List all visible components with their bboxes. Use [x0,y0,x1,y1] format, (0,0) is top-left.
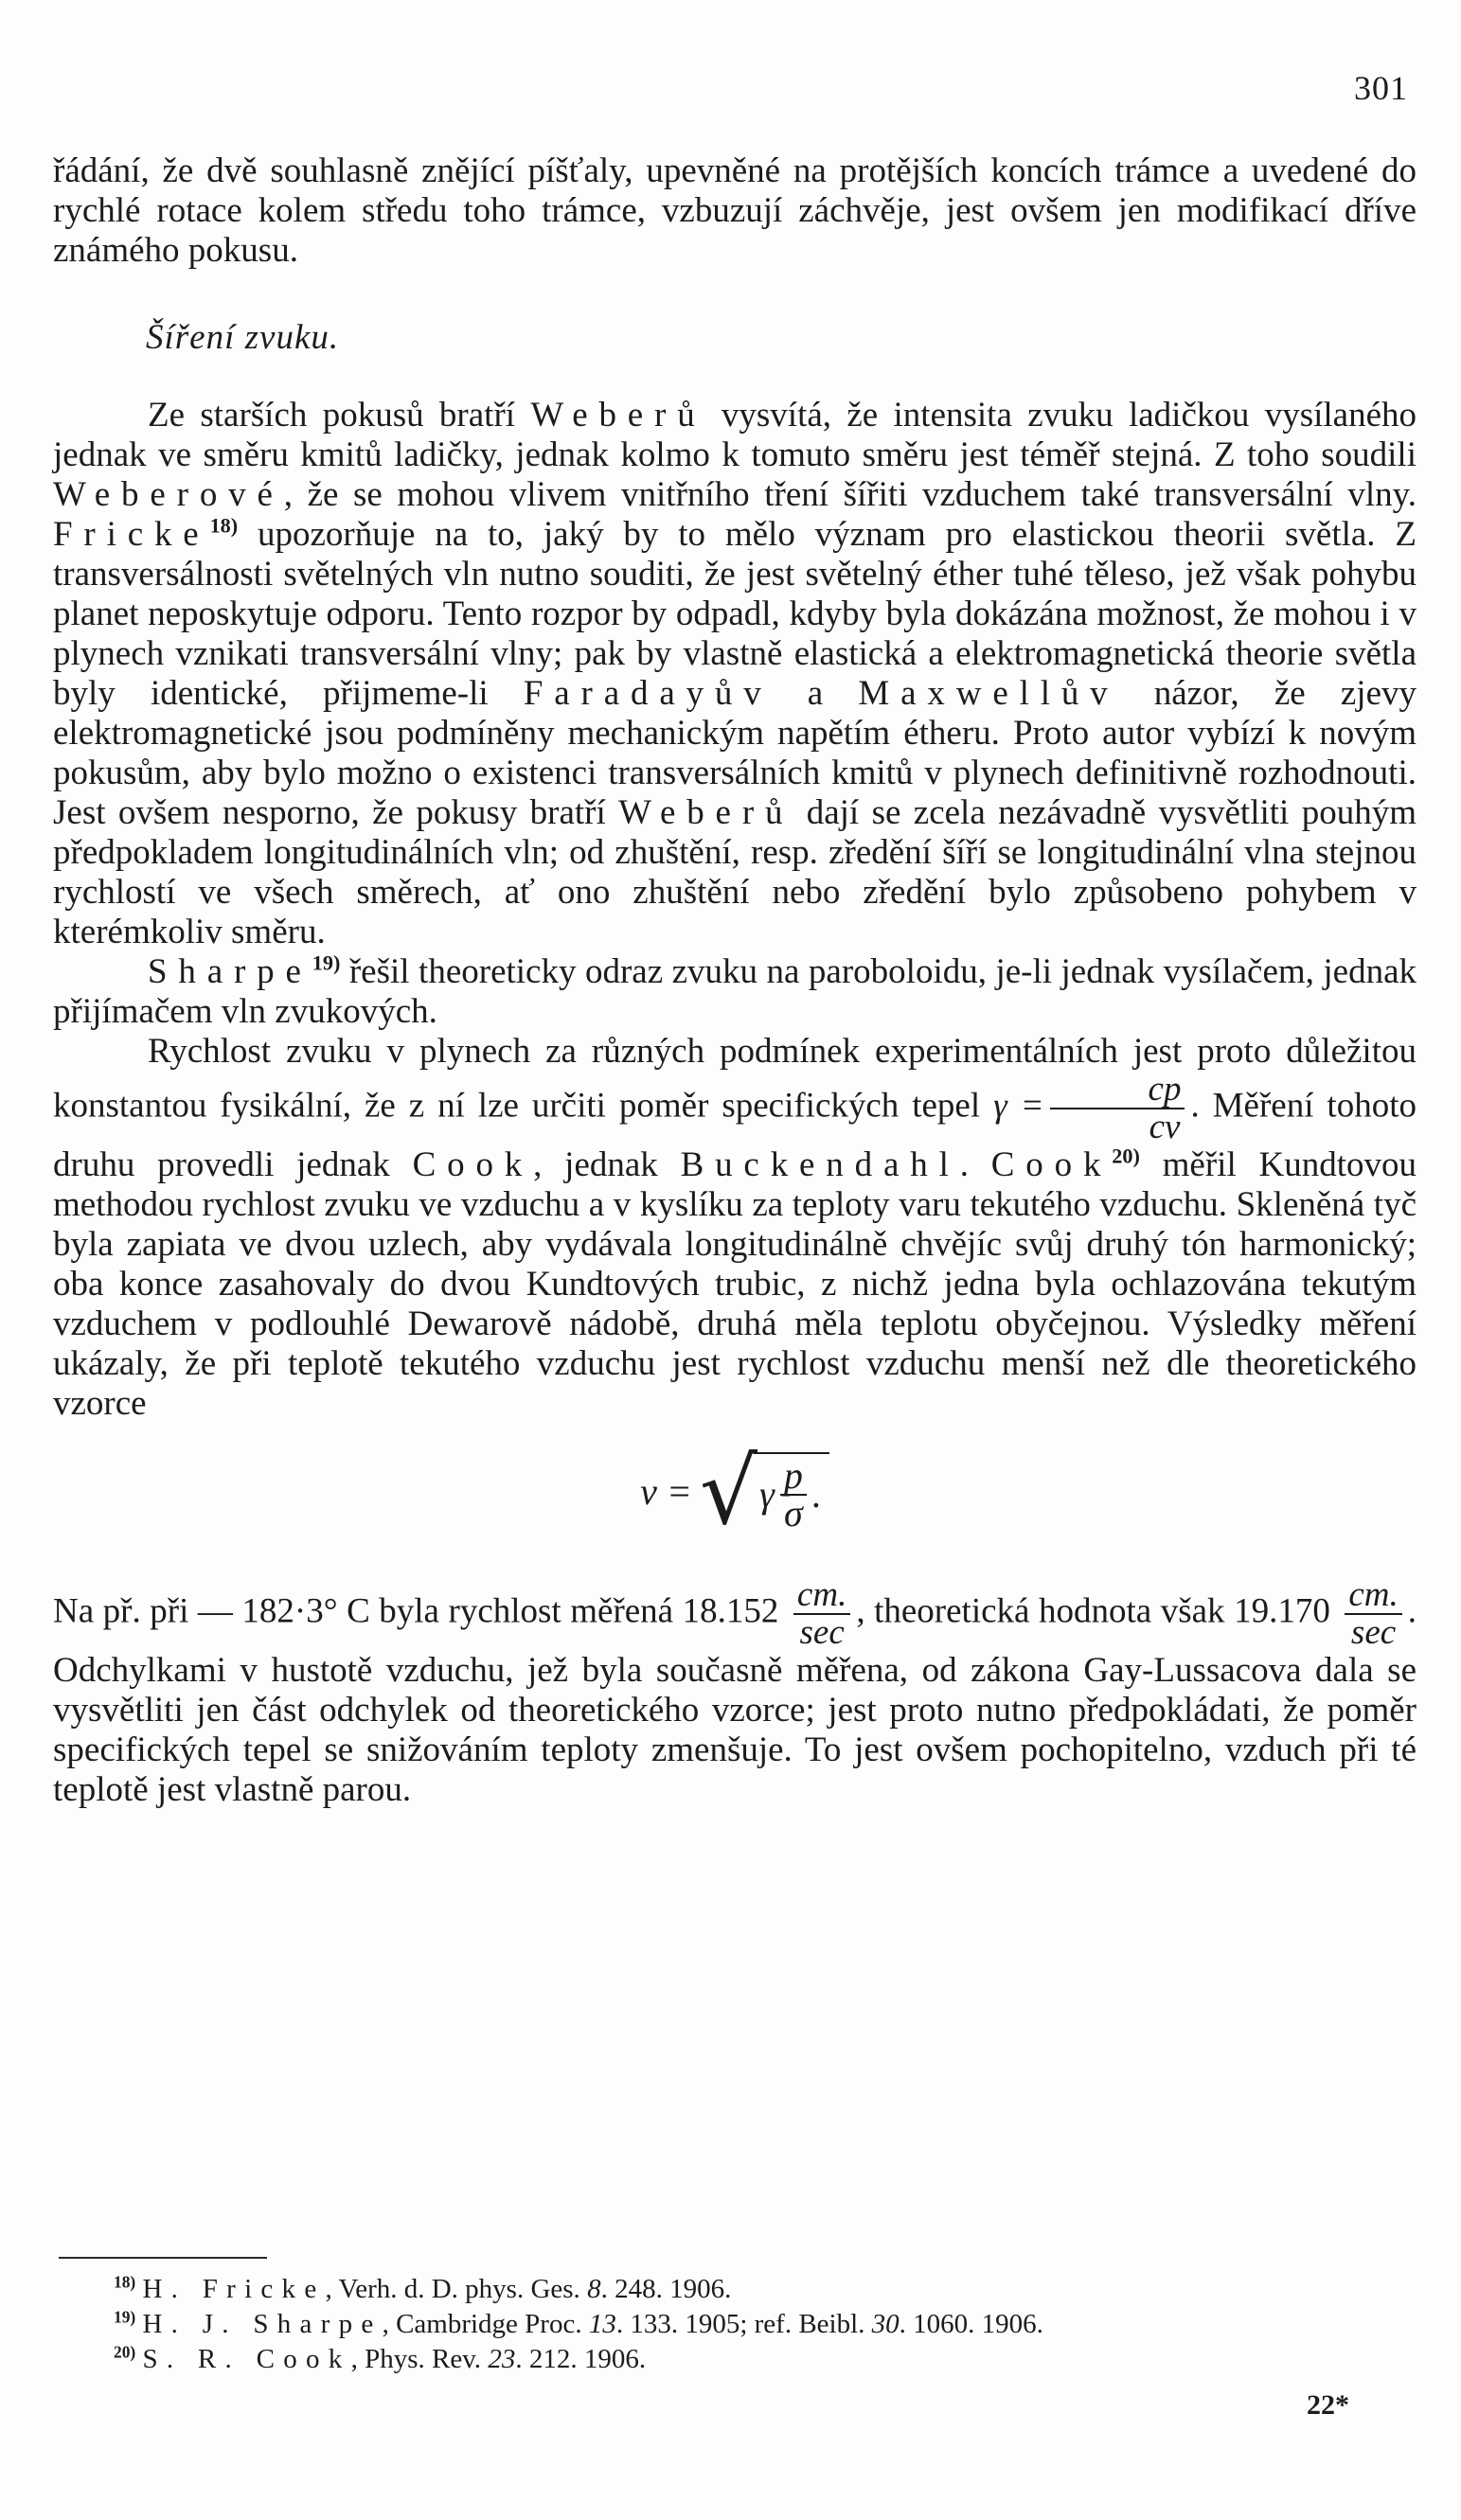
footnote-18: $^{18)}$ H. Fricke, Verh. d. D. phys. Ges. 8. 248. 1906. [114,2272,732,2304]
gamma-equals: γ = [993,1086,1044,1126]
author-name: Weberové [53,475,284,514]
paragraph-cook: Rychlost zvuku v plynech za různých podmínek experimentálních jest proto důležitou konstantou fysikální, že z ní lze určiti poměr specifických tepel γ = $\frac{cp}{cv}$ . Měření tohoto druhu provedli jednak Cook, jednak Buckendahl. Cook$^{20)}$ měřil Kundtovou methodou rychlost zvuku ve vzduchu a v kyslíku za teploty varu tekutého vzduchu. Skleněná tyč byla zapiata ve dvou uzlech, aby vydávala longitudinálně chvějíc svůj druhý tón harmonický; oba konce zasahovaly do dvou Kundtových trubic, z nichž jedna byla ochlazována tekutým vzduchem v podlouhlé Dewarově nádobě, druhá měla teplotu obyčejnou. Výsledky měření ukázaly, že při teplotě tekutého vzduchu jest rychlost vzduchu menší než dle theoretického vzorce [53,1032,1417,1423]
author-name: Maxwellův [858,674,1119,713]
author-name: Faradayův [523,674,773,713]
author-name: Cook [990,1145,1113,1184]
fraction-cp-cv: $\frac{cp}{cv}$ [1050,1072,1185,1145]
fraction-cm-sec: $\frac{cm.}{\sec}$ [793,1577,850,1651]
page-number: 301 [1354,69,1408,107]
author-name: Weberů [618,793,794,832]
author-name: Weberů [530,396,706,435]
paragraph-weber: Ze starších pokusů bratří Weberů vysvítá, že intensita zvuku ladičkou vysílaného jednak ve směru kmitů ladičky, jednak kolmo k tomuto směru jest téměř stejná. Z toho soudili Weberové, že se mohou vlivem vnitřního tření šířiti vzduchem také transversální vlny. Fricke$^{18)}$ upozorňuje na to, jaký by to mělo význam pro elastickou theorii světla. Z transversálnosti světelných vln nutno souditi, že jest světelný éther tuhé těleso, jež však pohybu planet neposkytuje odporu. Tento rozpor by odpadl, kdyby byla dokázána možnost, že mohou i v plynech vznikati transversální vlny; pak by vlastně elastická a elektromagnetická theorie světla byly identické, přijmeme-li Faradayův a Maxwellův názor, že zjevy elektromagnetické jsou podmíněny mechanickým napětím étheru. Proto autor vybízí k novým pokusům, aby bylo možno o existenci transversálních kmitů v plynech definitivně rozhodnouti. Jest ovšem nesporno, že pokusy bratří Weberů dají se zcela nezávadně vysvětliti pouhým předpokladem longitudinálních vln; od zhuštění, resp. zředění šíří se longitudinální vlna stejnou rychlostí ve všech směrech, ať ono zhuštění nebo zředění bylo způsobeno pohybem v kterémkoliv směru. [53,396,1416,951]
author-name: Sharpe [148,952,312,991]
author-name: Buckendahl [680,1145,960,1184]
printer-signature: 22* [1307,2389,1349,2421]
footnote-ref: 20) [1112,1144,1140,1168]
fraction-cm-sec: $\frac{cm.}{\sec}$ [1345,1577,1401,1651]
footnotes [114,2272,1439,2377]
paragraph-intro: řádání, že dvě souhlasně znějící píšťaly, upevněné na protějších koncích trámce a uvedené do rychlé rotace kolem středu toho trámce, vzbuzují záchvěje, jest ovšem jen modifikací dříve známého pokusu. [53,151,1416,270]
footnote-ref: 18) [209,513,239,538]
author-name: Cook [412,1145,534,1184]
footnote-19: $^{19)}$ H. J. Sharpe, Cambridge Proc. 13. 133. 1905; ref. Beibl. 30. 1060. 1906. [114,2307,1043,2339]
paragraph-sharpe: Sharpe$^{19)}$ řešil theoreticky odraz zvuku na paroboloidu, je-li jednak vysílačem, jednak přijímačem vln zvukových. [53,950,1416,1031]
section-heading: Šíření zvuku. [146,318,340,357]
paragraph-results: Na př. při — 182·3° C byla rychlost měřená 18.152 $\frac{cm.}{\sec}$ , theoretická hodnota však 19.170 $\frac{cm.}{\sec}$ . Odchylkami v hustotě vzduchu, jež byla současně měřena, od zákona Gay-Lussacova dala se vysvětliti jen část odchylek od theoretického vzorce; jest proto nutno předpokládati, že poměr specifických tepel se snižováním teploty zmenšuje. To jest ovšem pochopitelno, vzduch při té teplotě jest vlastně parou. [53,1575,1416,1809]
sqrt-icon: √ [699,1439,758,1545]
author-name: Fricke [53,515,210,554]
footnote-divider [59,2257,267,2259]
velocity-formula: v = √ γ $\frac{p}{\sigma}$ . [53,1435,1416,1549]
page-body [53,151,1416,1810]
footnote-ref: 19) [312,950,341,975]
footnote-20: $^{20)}$ S. R. Cook, Phys. Rev. 23. 212. 1906. [114,2342,647,2374]
